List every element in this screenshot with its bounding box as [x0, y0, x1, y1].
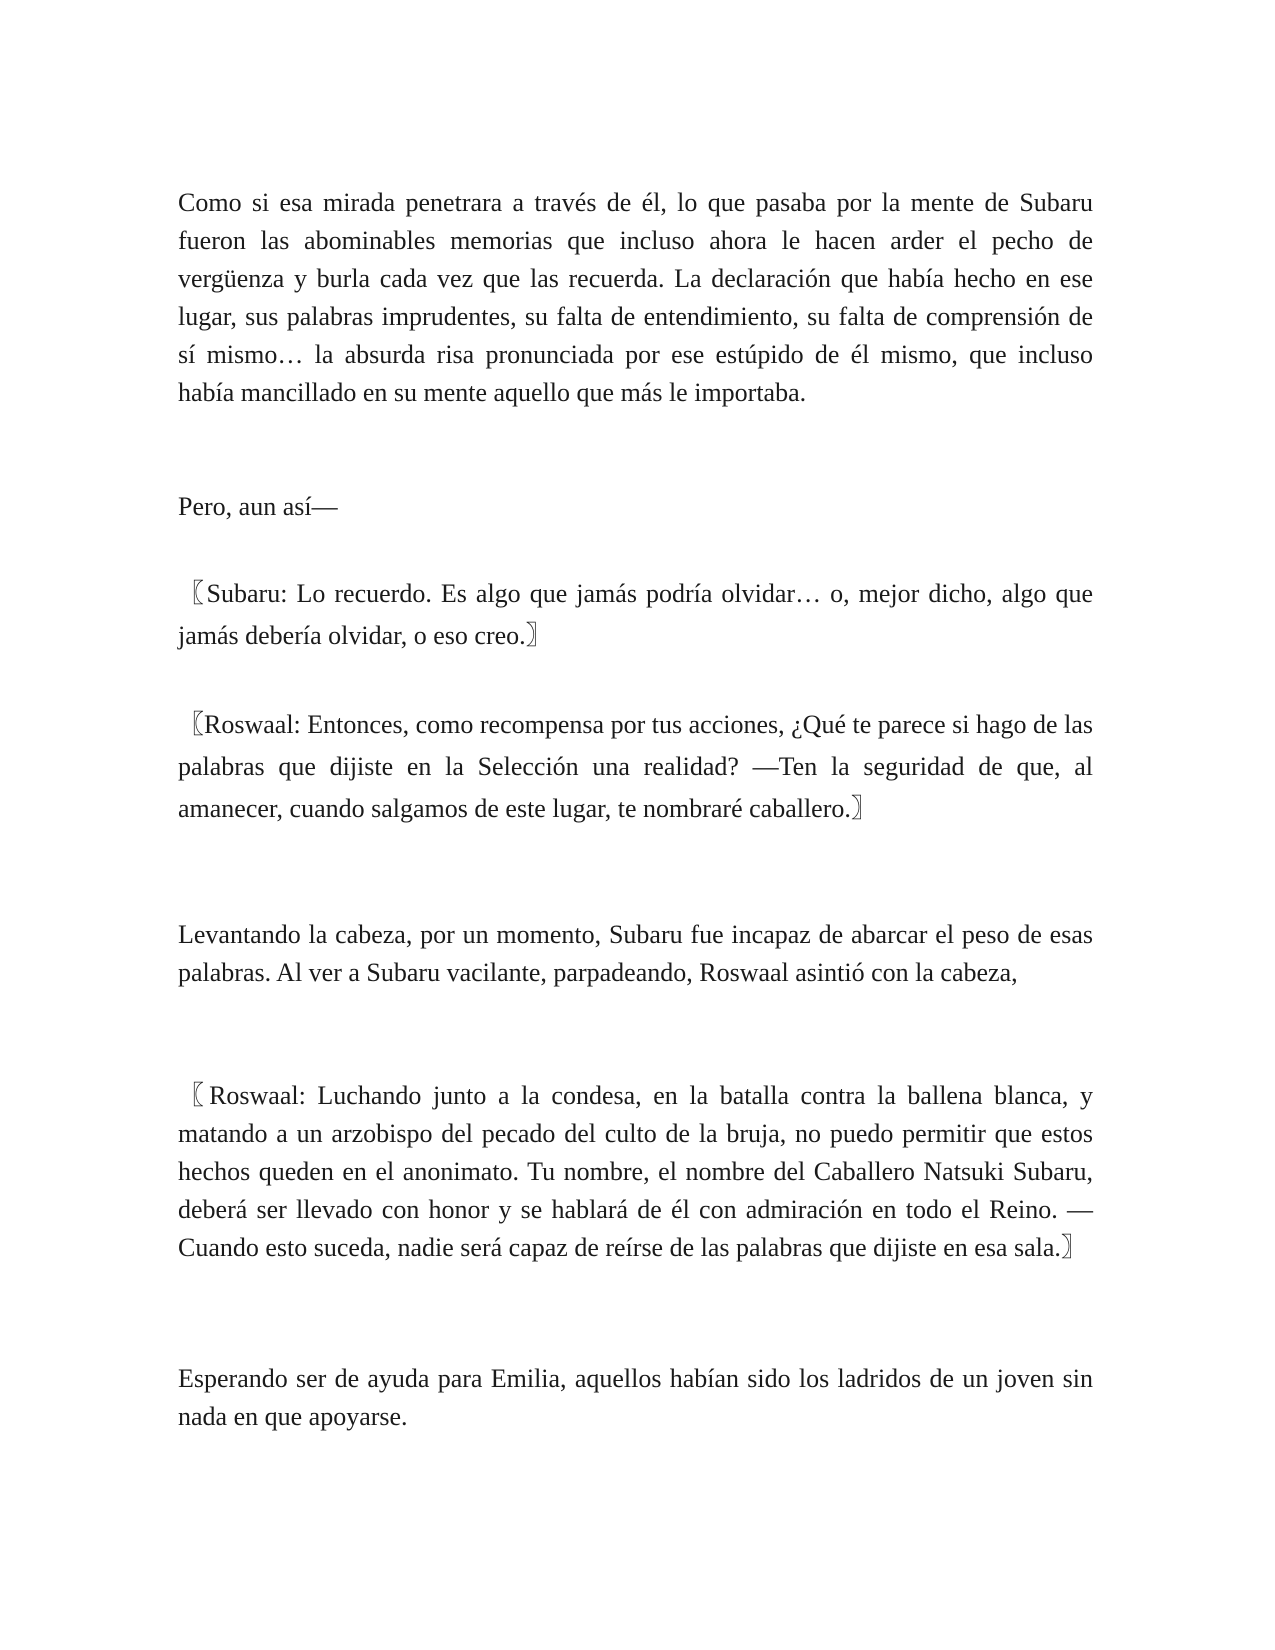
dialogue-subaru: 〖Subaru: Lo recuerdo. Es algo que jamás podría olvidar… o, mejor dicho, algo que jamás debería olvidar, o eso creo.〗 [178, 579, 1093, 650]
narration-paragraph: Pero, aun así— [178, 492, 338, 521]
dialogue-roswaal: 〖Roswaal: Entonces, como recompensa por tus acciones, ¿Qué te parece si hago de las palabras que dijiste en la Selección una realidad? —Ten la seguridad de que, al amanecer, cuando salgamos de este lugar, te nombraré caballero.〗 [178, 710, 1093, 823]
dialogue-roswaal: 〖Roswaal: Luchando junto a la condesa, en la batalla contra la ballena blanca, y matando a un arzobispo del pecado del culto de la bruja, no puedo permitir que estos hechos queden en el anonimato. Tu nombre, el nombre del Caballero Natsuki Subaru, deberá ser llevado con honor y se hablará de él con admiración en todo el Reino. —Cuando esto suceda, nadie será capaz de reírse de las palabras que dijiste en esa sala.〗 [178, 1081, 1093, 1262]
narration-paragraph: Levantando la cabeza, por un momento, Subaru fue incapaz de abarcar el peso de esas palabras. Al ver a Subaru vacilante, parpadeando, Roswaal asintió con la cabeza, [178, 920, 1093, 987]
narration-paragraph: Esperando ser de ayuda para Emilia, aquellos habían sido los ladridos de un joven sin nada en que apoyarse. [178, 1364, 1093, 1431]
narration-paragraph: Como si esa mirada penetrara a través de él, lo que pasaba por la mente de Subaru fueron las abominables memorias que incluso ahora le hacen arder el pecho de vergüenza y burla cada vez que las recuerda. La declaración que había hecho en ese lugar, sus palabras imprudentes, su falta de entendimiento, su falta de comprensión de sí mismo… la absurda risa pronunciada por ese estúpido de él mismo, que incluso había mancillado en su mente aquello que más le importaba. [178, 188, 1093, 407]
